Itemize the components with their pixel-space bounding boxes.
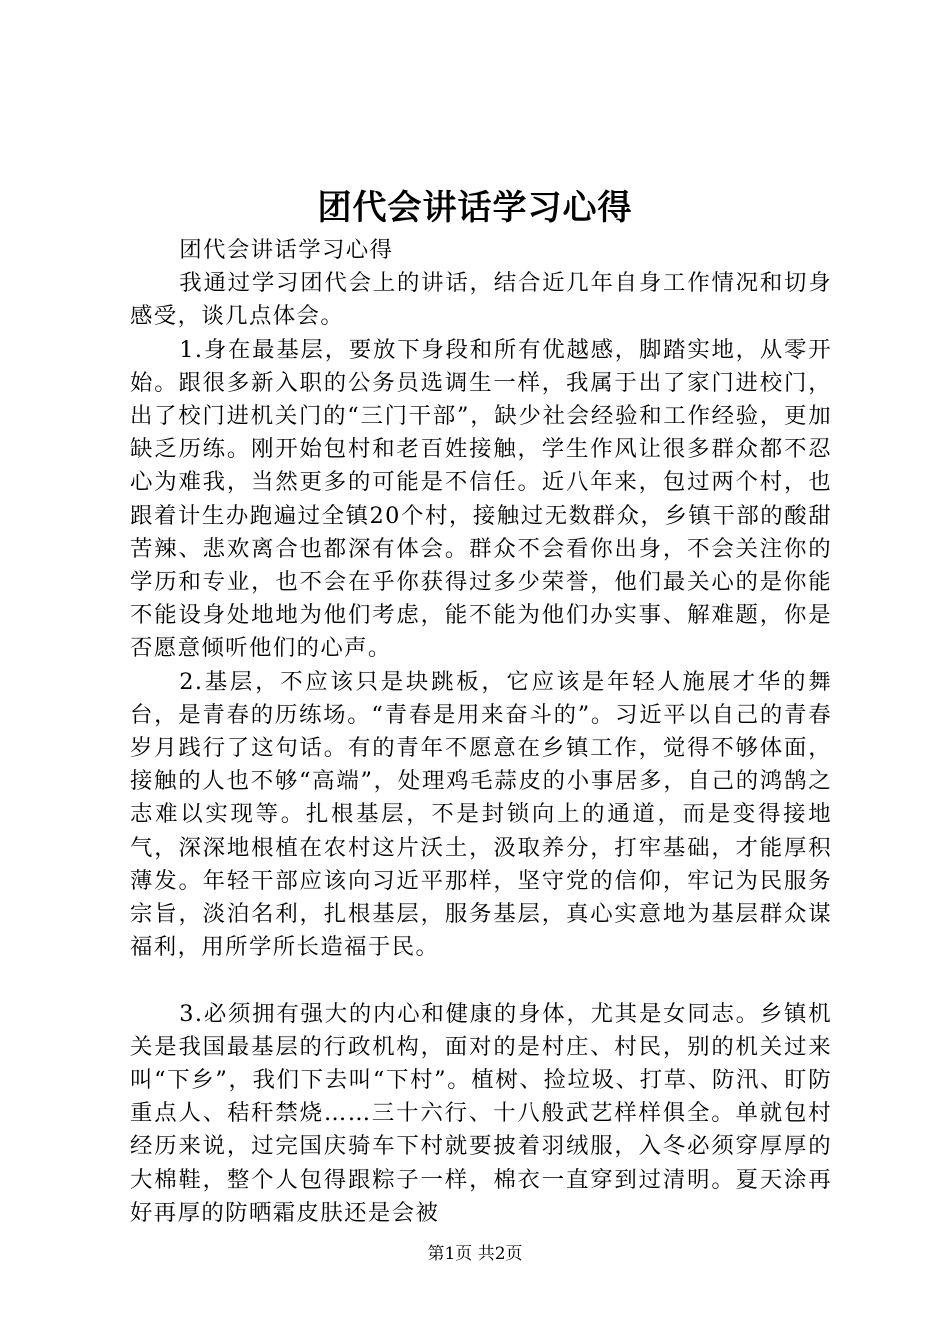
body-paragraph-point-2: 2.基层，不应该只是块跳板，它应该是年轻人施展才华的舞台，是青春的历练场。“青春是用来奋斗的”。习近平以自己的青春岁月践行了这句话。有的青年不愿意在乡镇工作，觉得不够体面，接触的人也不够“高端”，处理鸡毛蒜皮的小事居多，自己的鸿鹄之志难以实现等。扎根基层，不是封锁向上的通道，而是变得接地气，深深地根植在农村这片沃土，汲取养分，打牢基础，才能厚积薄发。年轻干部应该向习近平那样，坚守党的信仰，牢记为民服务宗旨，淡泊名利，扎根基层，服务基层，真心实意地为基层群众谋福利，用所学所长造福于民。 — [130, 668, 832, 961]
body-paragraph-intro: 我通过学习团代会上的讲话，结合近几年自身工作情况和切身感受，谈几点体会。 — [130, 270, 832, 330]
body-paragraph-point-3: 3.必须拥有强大的内心和健康的身体，尤其是女同志。乡镇机关是我国最基层的行政机构，面对的是村庄、村民，别的机关过来叫“下乡”，我们下去叫“下村”。植树、捡垃圾、打草、防汛、盯防重点人、秸秆禁烧……三十六行、十八般武艺样样俱全。单就包村经历来说，过完国庆骑车下村就要披着羽绒服，入冬必须穿厚厚的大棉鞋，整个人包得跟粽子一样，棉衣一直穿到过清明。夏天涂再好再厚的防晒霜皮肤还是会被 — [130, 1000, 832, 1226]
document-title: 团代会讲话学习心得 — [317, 188, 633, 228]
body-paragraph-heading: 团代会讲话学习心得 — [179, 237, 394, 263]
body-paragraph-point-1: 1.身在最基层，要放下身段和所有优越感，脚踏实地，从零开始。跟很多新入职的公务员选调生一样，我属于出了家门进校门，出了校门进机关门的“三门干部”，缺少社会经验和工作经验，更加缺乏历练。刚开始包村和老百姓接触，学生作风让很多群众都不忍心为难我，当然更多的可能是不信任。近八年来，包过两个村，也跟着计生办跑遍过全镇20个村，接触过无数群众，乡镇干部的酸甜苦辣、悲欢离合也都深有体会。群众不会看你出身，不会关注你的学历和专业，也不会在乎你获得过多少荣誉，他们最关心的是你能不能设身处地地为他们考虑，能不能为他们办实事、解难题，你是否愿意倾听他们的心声。 — [130, 336, 832, 662]
page-footer: 第1页 共2页 — [427, 1244, 523, 1264]
document-body — [130, 234, 832, 1230]
